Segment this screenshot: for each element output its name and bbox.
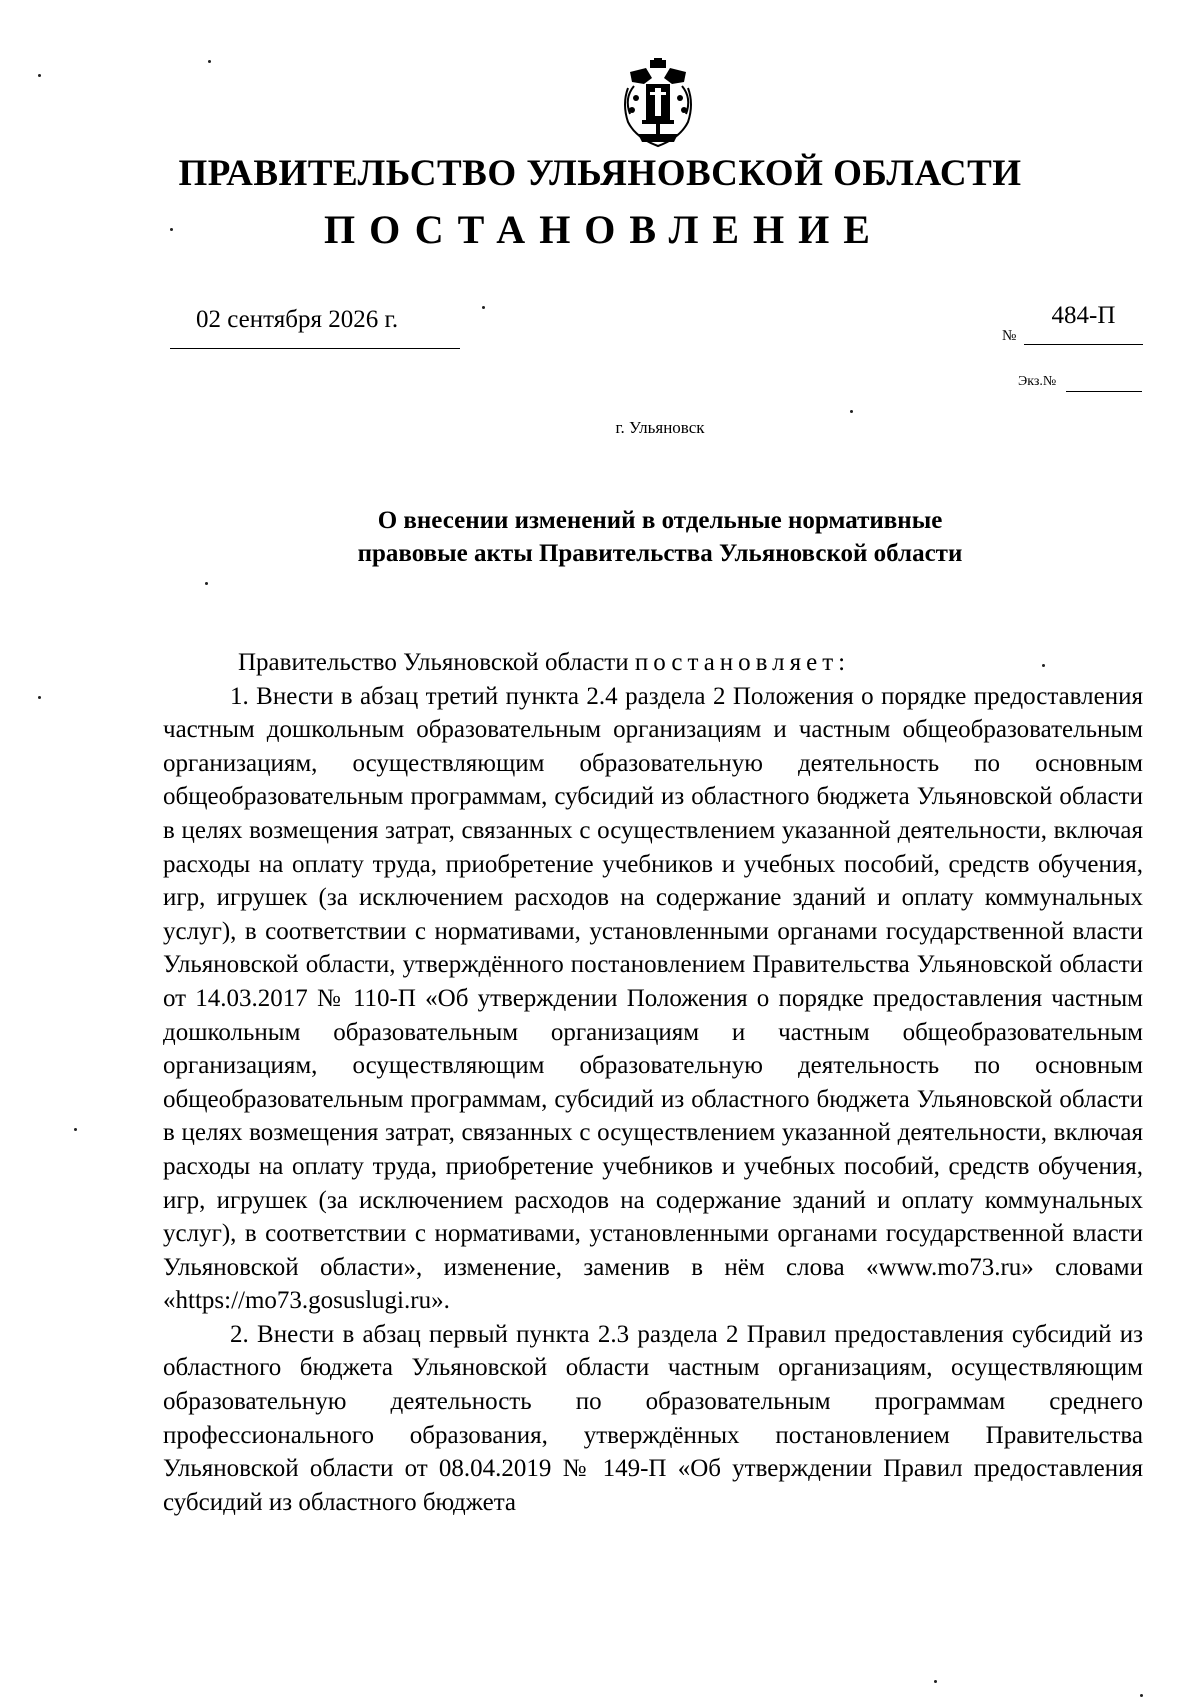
scan-speck [1140, 1694, 1143, 1697]
number-label: № [1002, 328, 1017, 344]
scan-speck [74, 1128, 77, 1131]
document-date: 02 сентября 2026 г. [170, 306, 460, 349]
subject-line-2: правовые акты Правительства Ульяновской области [357, 540, 963, 567]
copy-number-line [1066, 391, 1142, 392]
scan-speck [205, 582, 208, 585]
city: г. Ульяновск [615, 418, 705, 437]
document-body [163, 646, 1143, 1519]
scan-speck [38, 74, 41, 77]
subject-line-1: О внесении изменений в отдельные нормативные [377, 507, 943, 534]
coat-of-arms-emblem [616, 58, 700, 150]
scan-speck [1042, 664, 1045, 667]
scan-speck [170, 228, 173, 231]
preamble [163, 646, 1143, 680]
document-number: 484-П [1024, 302, 1143, 345]
scan-speck [850, 410, 853, 413]
scan-speck [208, 60, 211, 63]
preamble-start: Правительство Ульяновской области [238, 649, 629, 676]
document-subject [200, 504, 1120, 570]
scan-speck [38, 696, 41, 699]
scan-speck [934, 1680, 937, 1683]
document-type-title: ПОСТАНОВЛЕНИЕ [324, 207, 884, 252]
preamble-verb: постановляет: [634, 649, 851, 676]
item-2-paragraph: 2. Внести в абзац первый пункта 2.3 раздела 2 Правил предоставления субсидий из областного бюджета Ульяновской области частным организациям, осуществляющим образовательную деятельность по образовательным программам среднего профессионального образования, утверждённых постановлением Правительства Ульяновской области от 08.04.2019 № 149-П «Об утверждении Правил предоставления субсидий из областного бюджета [163, 1320, 1143, 1516]
copy-number-label: Экз.№ [1018, 374, 1057, 389]
government-title: ПРАВИТЕЛЬСТВО УЛЬЯНОВСКОЙ ОБЛАСТИ [178, 153, 1022, 194]
scan-speck [482, 306, 485, 309]
item-1-paragraph: 1. Внести в абзац третий пункта 2.4 раздела 2 Положения о порядке предоставления частным дошкольным образовательным организациям и частным общеобразовательным организациям, осуществляющим образовательную деятельность по основным общеобразовательным программам, субсидий из областного бюджета Ульяновской области в целях возмещения затрат, связанных с осуществлением указанной деятельности, включая расходы на оплату труда, приобретение учебников и учебных пособий, средств обучения, игр, игрушек (за исключением расходов на содержание зданий и оплату коммунальных услуг), в соответствии с нормативами, установленными органами государственной власти Ульяновской области, утверждённого постановлением Правительства Ульяновской области от 14.03.2017 № 110-П «Об утверждении Положения о порядке предоставления частным дошкольным образовательным организациям и частным общеобразовательным организациям, осуществляющим образовательную деятельность по основным общеобразовательным программам, субсидий из областного бюджета Ульяновской области в целях возмещения затрат, связанных с осуществлением указанной деятельности, включая расходы на оплату труда, приобретение учебников и учебных пособий, средств обучения, игр, игрушек (за исключением расходов на содержание зданий и оплату коммунальных услуг), в соответствии с нормативами, установленными органами государственной власти Ульяновской области», изменение, заменив в нём слова «www.mo73.ru» словами «https://mo73.gosuslugi.ru». [163, 682, 1143, 1315]
